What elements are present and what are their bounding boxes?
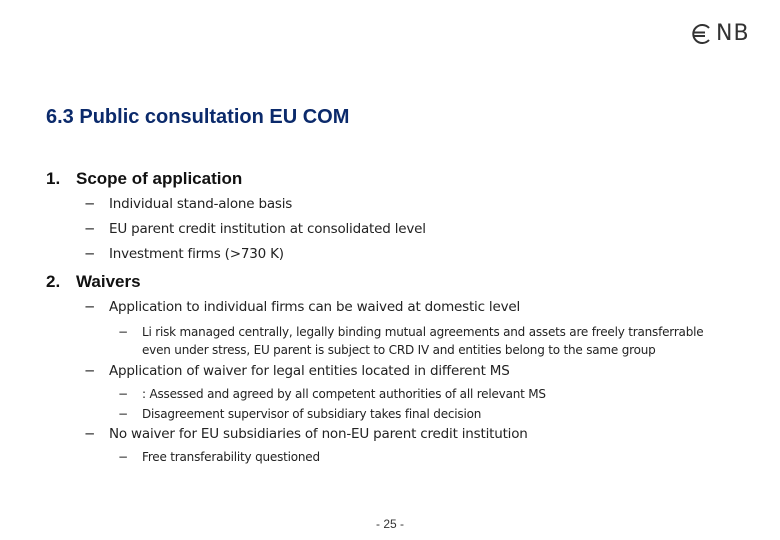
dash-bullet-icon: −: [84, 196, 96, 212]
dash-bullet-icon: −: [84, 246, 96, 262]
page-title: 6.3 Public consultation EU COM: [46, 106, 350, 128]
list-item: − Application to individual firms can be waived at domestic level: [84, 299, 521, 315]
section-number: 2.: [46, 272, 61, 291]
list-item: − Investment firms (>730 K): [84, 246, 284, 262]
sub-list-item: − Disagreement supervisor of subsidiary takes final decision: [118, 407, 482, 421]
section-label: Scope of application: [76, 169, 243, 188]
dash-bullet-icon: −: [118, 407, 128, 421]
sub-list-item: − : Assessed and agreed by all competent authorities of all relevant MS: [118, 387, 546, 401]
logo-text: NB: [716, 21, 750, 46]
dash-bullet-icon: −: [84, 221, 96, 237]
sub-list-item: − Li risk managed centrally, legally binding mutual agreements and assets are freely transferrable even under stress, EU parent is subject to CRD IV and entities belong to the same group: [118, 325, 704, 357]
euro-logo-icon: [690, 22, 714, 46]
list-item: − No waiver for EU subsidiaries of non-EU parent credit institution: [84, 426, 528, 442]
oenb-logo: [690, 20, 750, 48]
dash-bullet-icon: −: [84, 299, 96, 315]
page-number: - 25 -: [375, 517, 404, 531]
section-scope: [46, 169, 242, 189]
list-item: − Application of waiver for legal entities located in different MS: [84, 363, 510, 379]
dash-bullet-icon: −: [118, 325, 128, 339]
list-item: − EU parent credit institution at consolidated level: [84, 221, 426, 237]
section-number: 1.: [46, 169, 61, 188]
sub-list-item: − Free transferability questioned: [118, 450, 320, 464]
section-label: Waivers: [76, 272, 141, 291]
dash-bullet-icon: −: [118, 387, 128, 401]
section-waivers: [46, 272, 141, 292]
dash-bullet-icon: −: [118, 450, 128, 464]
dash-bullet-icon: −: [84, 426, 96, 442]
dash-bullet-icon: −: [84, 363, 96, 379]
list-item: − Individual stand-alone basis: [84, 196, 293, 212]
